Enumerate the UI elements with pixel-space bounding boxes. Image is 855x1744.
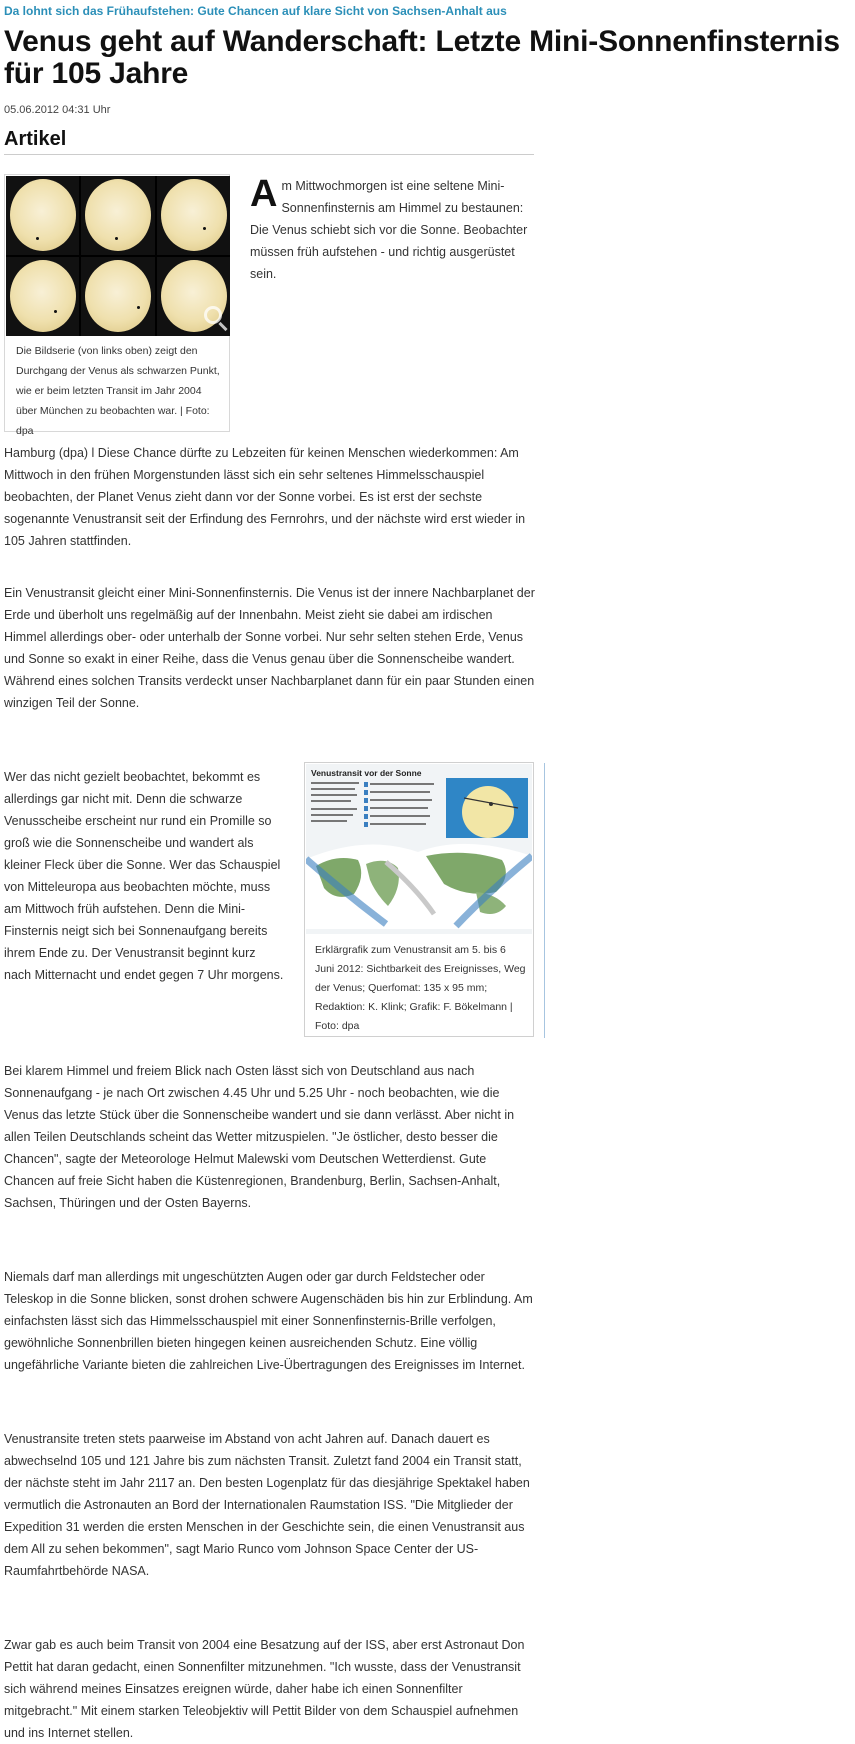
sun-diagram xyxy=(462,786,514,838)
kicker[interactable]: Da lohnt sich das Frühaufstehen: Gute Chancen auf klare Sicht von Sachsen-Anhalt aus xyxy=(4,4,507,18)
sun-disc xyxy=(10,179,76,251)
sun-disc xyxy=(10,260,76,332)
dropcap: A xyxy=(250,173,278,215)
venus-dot xyxy=(54,310,57,313)
photo-caption: Die Bildserie (von links oben) zeigt den Durchgang der Venus als schwarzen Punkt, wie er beim letzten Transit im Jahr 2004 über München zu beobachten war. | Foto: dpa xyxy=(16,345,220,437)
paragraph-2: Ein Venustransit gleicht einer Mini-Sonnenfinsternis. Die Venus ist der innere Nachbarplanet der Erde und überholt uns regelmäßig auf der Innenbahn. Meist zieht sie dabei am irdischen Himmel allerdings ober- oder unterhalb der Sonne vorbei. Nur sehr selten stehen Erde, Venus und Sonne so exakt in einer Reihe, dass die Venus genau über die Sonnenscheibe wandert. Während eines solchen Transits verdeckt unser Nachbarplanet dann für ein paar Stunden einen winzigen Teil der Sonne. xyxy=(4,586,535,710)
photo-cell xyxy=(157,257,230,336)
infographic-box[interactable] xyxy=(304,762,534,1037)
section-title: Artikel xyxy=(4,128,534,155)
paragraph-3: Wer das nicht gezielt beobachtet, bekommt es allerdings gar nicht mit. Denn die schwarze Venusscheibe erscheint nur rund ein Promille so groß wie die Sonnenscheibe und wandert als kleiner Fleck über die Sonne. Wer das Schauspiel von Mitteleuropa aus beobachten möchte, muss am Mittwoch früh aufstehen. Denn die Mini-Finsternis neigt sich bei Sonnenaufgang bereits ihrem Ende zu. Der Venustransit beginnt kurz nach Mitternacht und endet gegen 7 Uhr morgens. xyxy=(4,770,284,982)
venus-dot xyxy=(137,306,140,309)
photo-cell xyxy=(6,257,79,336)
infographic[interactable] xyxy=(306,764,532,934)
lead-paragraph xyxy=(250,175,540,285)
infographic-caption: Erklärgrafik zum Venustransit am 5. bis 6 Juni 2012: Sichtbarkeit des Ereignisses, Weg der Venus; Querfomat: 135 x 95 mm; Redaktion: K. Klink; Grafik: F. Bökelmann | Foto: dpa xyxy=(315,944,526,1032)
photo-box[interactable] xyxy=(4,174,230,437)
photo-cell xyxy=(157,176,230,255)
lead-text: m Mittwochmorgen ist eine seltene Mini-Sonnenfinsternis am Himmel zu bestaunen: Die Venus schiebt sich vor die Sonne. Beobachter müssen früh aufstehen - und richtig ausgerüstet sein. xyxy=(250,179,528,281)
infographic-title: Venustransit vor der Sonne xyxy=(311,768,422,778)
venus-dot xyxy=(203,227,206,230)
headline: Venus geht auf Wanderschaft: Letzte Mini-Sonnenfinsternis für 105 Jahre xyxy=(4,25,840,90)
venus-path-point xyxy=(489,802,493,806)
paragraph-7: Zwar gab es auch beim Transit von 2004 eine Besatzung auf der ISS, aber erst Astronaut Don Pettit hat daran gedacht, einen Sonnenfilter mitzunehmen. "Ich wusste, dass der Venustransit sich während meines Einsatzes ereignen würde, daher habe ich einen Sonnenfilter mitgebracht." Mit einem starken Teleobjektiv will Pettit Bilder von dem Schauspiel aufnehmen und ins Internet stellen. xyxy=(4,1638,525,1740)
paragraph-1: Hamburg (dpa) l Diese Chance dürfte zu Lebzeiten für keinen Menschen wiederkommen: Am Mittwoch in den frühen Morgenstunden lässt sich ein sehr seltenes Himmelsschauspiel beobachten, der Planet Venus zieht dann vor der Sonne vorbei. Es ist erst der sechste sogenannte Venustransit seit der Erfindung des Fernrohrs, und der nächste wird erst wieder in 105 Jahren stattfinden. xyxy=(4,446,526,548)
world-map xyxy=(306,844,532,929)
sun-disc xyxy=(85,179,151,251)
photo-cell xyxy=(6,176,79,255)
venus-dot xyxy=(115,237,118,240)
venus-dot xyxy=(36,237,39,240)
paragraph-4: Bei klarem Himmel und freiem Blick nach Osten lässt sich von Deutschland aus nach Sonnenaufgang - je nach Ort zwischen 4.45 Uhr und 5.25 Uhr - noch beobachten, wie die Venus das letzte Stück über die Sonnenscheibe wandert und sie dann verlässt. Aber nicht in allen Teilen Deutschlands scheint das Wetter mitzuspielen. "Je östlicher, desto besser die Chancen", sagte der Meteorologe Helmut Malewski vom Deutschen Wetterdienst. Gute Chancen auf freie Sicht haben die Küstenregionen, Brandenburg, Berlin, Sachsen-Anhalt, Sachsen, Thüringen und der Osten Bayerns. xyxy=(4,1064,515,1210)
infographic-svg xyxy=(306,764,532,934)
sun-disc xyxy=(85,260,151,332)
paragraph-6: Venustransite treten stets paarweise im Abstand von acht Jahren auf. Danach dauert es abwechselnd 105 und 121 Jahre bis zum nächsten Transit. Zuletzt fand 2004 ein Transit statt, der nächste steht im Jahr 2117 an. Den besten Logenplatz für das diesjährige Spektakel haben vermutlich die Astronauten an Bord der Internationalen Raumstation ISS. "Die Mitglieder der Expedition 31 werden die ersten Menschen in der Geschichte sein, die einen Venustransit aus dem All zu sehen bekommen", sagt Mario Runco vom Johnson Space Center der US-Raumfahrtbehörde NASA. xyxy=(4,1432,530,1578)
photo-cell xyxy=(81,176,154,255)
sun-disc xyxy=(161,179,227,251)
publish-date: 05.06.2012 04:31 Uhr xyxy=(4,104,111,116)
zoom-icon[interactable] xyxy=(204,306,222,324)
paragraph-5: Niemals darf man allerdings mit ungeschützten Augen oder gar durch Feldstecher oder Teleskop in die Sonne blicken, sonst drohen schwere Augenschäden bis hin zur Erblindung. Am einfachsten lässt sich das Himmelsschauspiel mit einer Sonnenfinsternis-Brille verfolgen, gewöhnliche Sonnenbrillen bieten hingegen keinen ausreichenden Schutz. Eine völlig ungefährliche Variante bieten die zahlreichen Live-Übertragungen des Ereignisses im Internet. xyxy=(4,1270,533,1372)
photo-grid[interactable] xyxy=(6,176,230,336)
photo-cell xyxy=(81,257,154,336)
